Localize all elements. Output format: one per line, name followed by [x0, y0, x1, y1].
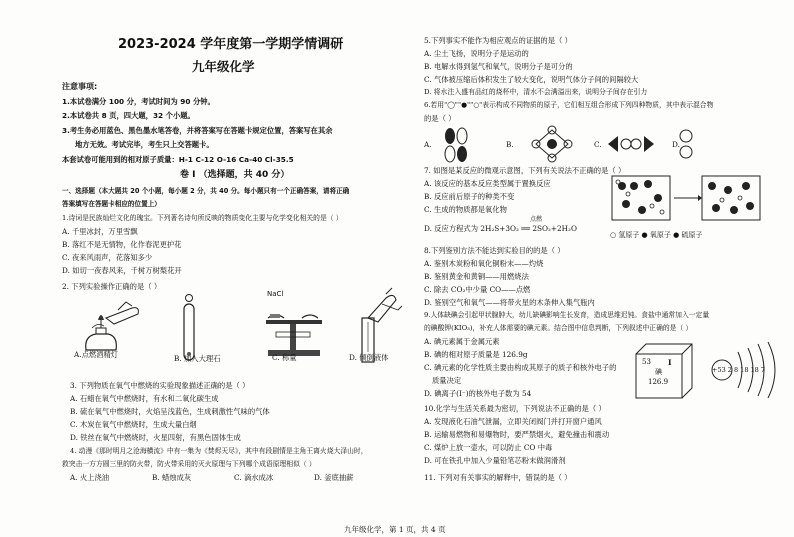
option: A. 鉴别木炭粉和氧化铜粉末——灼烧 — [424, 259, 544, 268]
option: D. 如切一夜春风来，千树万树梨花开 — [62, 266, 182, 275]
option: D. 将水注入盛有品红的烧杯中，清水不会满溢出来，说明分子间存在引力 — [424, 88, 648, 96]
question-stem: 4. 动漫《那时明月之沧海横流》中有一集为《焚烬天尽》，其中有段剧情是主角王离火烧大泽山时， — [70, 447, 368, 455]
electron-config: +53 2 8 18 18 7 — [712, 366, 765, 374]
option: C. 生成的物质都是氧化物 — [424, 205, 507, 214]
question-stem: 3. 下列物质在氧气中燃烧的实验现象描述正确的是（ ） — [70, 381, 250, 390]
exam-title: 2023-2024 学年度第一学期学情调研 — [118, 37, 344, 52]
question-stem: 10.化学与生活关系最为密切，下列说法不正确的是（ ） — [424, 404, 606, 413]
element-cell-box — [636, 344, 696, 400]
option: D. 反应方程式为 2H₂S+3O₂ ══ 2SO₂+2H₂O — [424, 224, 577, 233]
reaction-condition: 点燃 — [530, 216, 543, 223]
notes-line: 本套试卷可能用到的相对原子质量：H-1 C-12 O-16 Ca-40 Cl-35.5 — [62, 155, 294, 164]
option: D. 鉴别空气和氧气——将带火星的木条伸入集气瓶内 — [424, 298, 595, 307]
notes-line: 地方无效。考试完毕，考生只上交答题卡。 — [75, 140, 214, 149]
option-label: A. — [424, 140, 432, 149]
figure-label: C. 称量 — [272, 353, 297, 362]
option: D. 可在铁孔中加入少量铅笔芯粉末做润滑剂 — [424, 456, 566, 465]
atomic-number: 53 — [642, 358, 651, 366]
figure-label: A.点燃酒精灯 — [74, 350, 119, 359]
question-stem: 11. 下列对有关事实的解释中，错误的是（ ） — [424, 473, 572, 482]
question-stem: 5.下列事实不能作为相应观点的证据的是（ ） — [424, 36, 572, 45]
question-stem: 6.若用"◯""●""○"表示构成不同物质的原子，它们相互组合形成下列四种物质，其中表示混合物 — [424, 101, 714, 109]
question-stem: 救突击一方方圆三里的防火带，防火带采用的灭火原理与下列哪个成语原理相似（ ） — [62, 460, 316, 468]
option: B. 硫在氧气中燃烧时，火焰呈浅蓝色，生成刺激性气味的气体 — [70, 407, 270, 416]
option: D. 铁丝在氧气中燃烧时，火星四射，有黑色固体生成 — [70, 433, 241, 442]
option: C. 木炭在氧气中燃烧时，生成大量白烟 — [70, 420, 197, 429]
option-label: C. — [594, 140, 602, 149]
option: A. 石蜡在氧气中燃烧时，有水和二氧化碳生成 — [70, 394, 219, 403]
option: C. 除去 CO₂中少量 CO——点燃 — [424, 285, 531, 294]
option: A. 尘土飞扬，说明分子是运动的 — [424, 49, 529, 58]
option: B. 落红不是无情物，化作春泥更护花 — [62, 240, 182, 249]
q6-molecule-figures — [424, 124, 772, 164]
option: C. 夜来风雨声，花落知多少 — [62, 253, 153, 262]
pouring-liquid-icon — [362, 288, 402, 362]
molecule-b-icon — [532, 126, 572, 162]
figure-label: B. 加入大理石 — [174, 354, 221, 363]
option: B. 碘的相对原子质量是 126.9g — [424, 350, 528, 359]
nacl-label: NaCl — [267, 290, 284, 298]
option: C. 碘元素的化学性质主要由构成其原子的质子和核外电子的 — [424, 363, 617, 372]
question-stem: 1.诗词是民族灿烂文化的瑰宝。下列著名诗句所反映的物质变化主要与化学变化相关的是（ ） — [62, 214, 343, 222]
option: A. 千里冰封，万里雪飘 — [62, 227, 138, 236]
figure-label: D. 倾倒液体 — [349, 353, 389, 362]
element-symbol: I — [668, 358, 672, 367]
exam-subtitle: 九年级化学 — [192, 59, 255, 74]
question-stem: 7. 如图是某反应的微观示意图，下列有关说法不正确的是（ ） — [424, 166, 626, 175]
question-stem: 的碘酸钾(KIO₃)，补充人体需要的碘元素。结合图中信息判断，下列叙述中正确的是（ ） — [424, 324, 693, 332]
option-label: B. — [506, 140, 514, 149]
option: A. 发现液化石油气泄漏，立即关闭阀门并打开窗户通风 — [424, 417, 602, 426]
molecule-a-icon — [445, 128, 467, 162]
alcohol-lamp-icon — [86, 302, 139, 350]
option: B. 电解水得到氢气和氧气，说明分子是可分的 — [424, 62, 573, 71]
option: B. 鉴别黄金和黄铜——用燃烧法 — [424, 272, 529, 281]
q7-reaction-diagram — [612, 176, 762, 226]
molecule-c-icon — [608, 136, 654, 152]
section-heading: 卷 I （选择题，共 40 分） — [180, 170, 290, 180]
option: A. 火上浇油 — [70, 473, 110, 482]
option: D. 釜底抽薪 — [314, 473, 354, 482]
notes-line: 1.本试卷满分 100 分，考试时间为 90 分钟。 — [62, 97, 215, 106]
notes-line: 3.考生务必用蓝色、黑色墨水笔答卷，并将答案写在答题卡规定位置，答案写在其余 — [62, 126, 333, 135]
question-stem: 8.下列鉴别方法不能达到实验目的的是（ ） — [424, 246, 565, 255]
option: A. 该反应的基本反应类型属于置换反应 — [424, 179, 551, 188]
option: C. 滴水成冰 — [234, 473, 274, 482]
option-label: D. — [672, 140, 680, 149]
element-name: 碘 — [655, 368, 662, 376]
option: A. 碘元素属于金属元素 — [424, 337, 500, 346]
atomic-mass: 126.9 — [648, 378, 669, 386]
balance-icon — [266, 314, 322, 356]
question-stem: 的是（ ） — [424, 114, 456, 123]
notes-line: 2.本试卷共 8 页，四大题，32 个小题。 — [62, 111, 195, 120]
option: C. 气体被压缩后体积发生了较大变化，说明气体分子间的间隔较大 — [424, 75, 639, 84]
page-footer: 九年级化学，第 1 页，共 4 页 — [344, 525, 446, 534]
notes-heading: 注意事项: — [62, 82, 98, 91]
question-stem: 2. 下列实验操作正确的是（ ） — [62, 282, 162, 291]
section-intro: 答案填写在答题卡相应的位置上） — [62, 200, 161, 208]
option: C. 煤炉上放一壶水，可以防止 CO 中毒 — [424, 443, 553, 452]
reaction-legend: ○ 氢原子 ● 氧原子 ● 硫原子 — [610, 231, 703, 239]
option: D. 碘离子(I⁻)的核外电子数为 54 — [424, 389, 532, 398]
option: B. 运输易燃物和易爆物时，要严禁烟火，避免撞击和震动 — [424, 430, 610, 439]
molecule-d-icon — [680, 130, 692, 158]
option: B. 反应前后原子的种类不变 — [424, 192, 515, 201]
option: 质量决定 — [432, 376, 462, 385]
test-tube-icon — [184, 295, 194, 361]
option: B. 蜡烛成灰 — [152, 473, 192, 482]
section-intro: 一、选择题（本大题共 20 个小题，每小题 2 分，共 40 分。每小题只有一个正确答案，请将正确 — [62, 187, 350, 195]
question-stem: 9.人体缺碘会引起甲状腺肿大，幼儿缺碘影响生长发育，造成思维迟钝。食盐中通常加入一定量 — [424, 311, 710, 319]
